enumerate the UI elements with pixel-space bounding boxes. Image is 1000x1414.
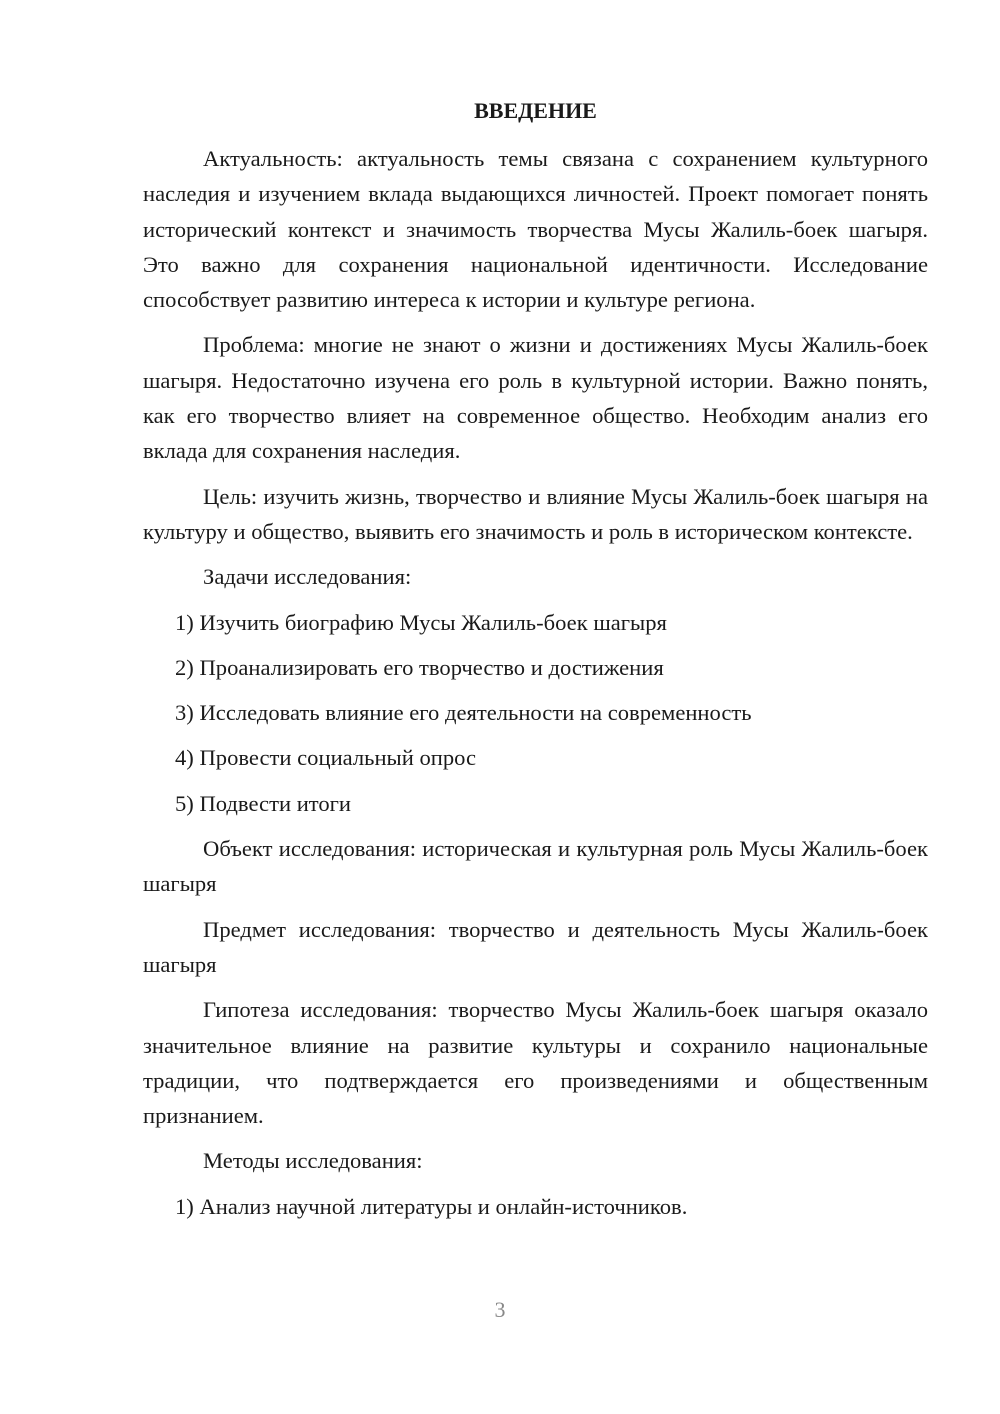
relevance-paragraph: Актуальность: актуальность темы связана с сохранением культурного наследия и изучением вклада выдающихся личностей. Проект помогает понять исторический контекст и значимость творчества Мусы Жалиль-боек шагыря. Это важно для сохранения национальной идентичности. Исследование способствует развитию интереса к истории и культуре региона. <box>143 146 928 313</box>
page-number: 3 <box>494 1297 506 1322</box>
task-item: 5) Подвести итоги <box>175 790 352 816</box>
tasks-heading: Задачи исследования: <box>203 564 412 590</box>
document-page <box>143 93 928 1234</box>
task-item: 2) Проанализировать его творчество и достижения <box>175 654 664 680</box>
goal-paragraph: Цель: изучить жизнь, творчество и влияние Мусы Жалиль-боек шагыря на культуру и общество, выявить его значимость и роль в историческом контексте. <box>143 483 928 544</box>
task-item: 3) Исследовать влияние его деятельности на современность <box>175 700 752 726</box>
object-paragraph: Объект исследования: историческая и культурная роль Мусы Жалиль-боек шагыря <box>143 836 928 897</box>
subject-paragraph: Предмет исследования: творчество и деятельность Мусы Жалиль-боек шагыря <box>143 916 928 977</box>
hypothesis-paragraph: Гипотеза исследования: творчество Мусы Жалиль-боек шагыря оказало значительное влияние на развитие культуры и сохранило национальные традиции, что подтверждается его произведениями и общественным признанием. <box>143 997 928 1129</box>
methods-heading: Методы исследования: <box>203 1148 423 1174</box>
task-item: 4) Провести социальный опрос <box>175 745 477 771</box>
problem-paragraph: Проблема: многие не знают о жизни и достижениях Мусы Жалиль-боек шагыря. Недостаточно изучена его роль в культурной истории. Важно понять, как его творчество влияет на современное общество. Необходим анализ его вклада для сохранения наследия. <box>143 332 928 464</box>
method-item: 1) Анализ научной литературы и онлайн-источников. <box>175 1193 688 1219</box>
page-title: ВВЕДЕНИЕ <box>474 98 597 123</box>
task-item: 1) Изучить биографию Мусы Жалиль-боек шагыря <box>175 609 667 635</box>
